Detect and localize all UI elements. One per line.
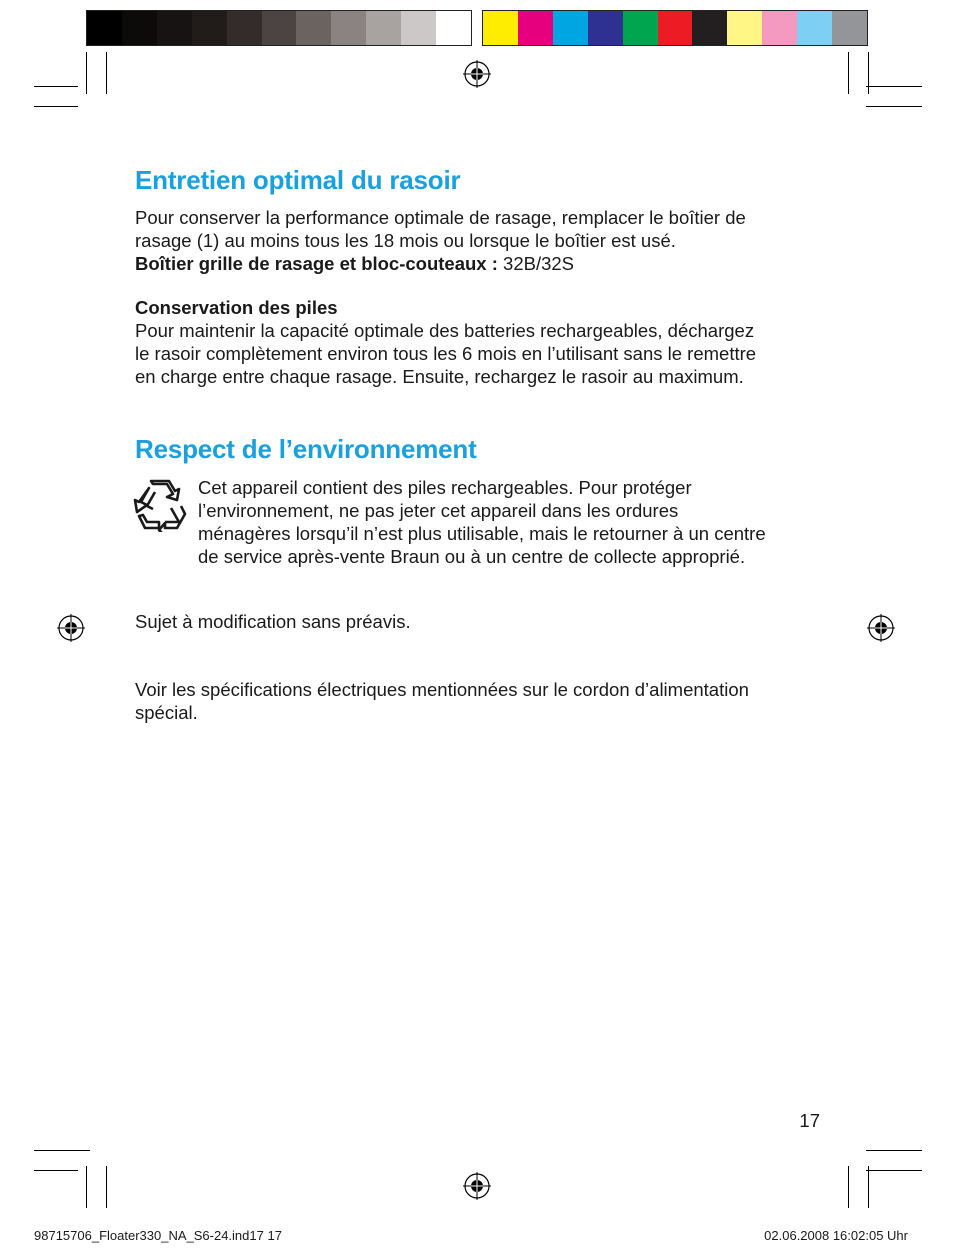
color-swatch [553, 11, 588, 45]
footer-timestamp: 02.06.2008 16:02:05 Uhr [764, 1228, 908, 1243]
section-title-razor-care: Entretien optimal du rasoir [135, 165, 461, 195]
color-swatch [192, 11, 227, 45]
text-line: spécial. [135, 702, 198, 723]
section-title-environment: Respect de l’environnement [135, 434, 477, 464]
color-swatch [436, 11, 471, 45]
electrical-specs-paragraph [135, 678, 825, 724]
text-line: en charge entre chaque rasage. Ensuite, rechargez le rasoir au maximum. [135, 366, 744, 387]
registration-mark-icon [463, 1172, 491, 1200]
process-color-bar [482, 10, 868, 46]
color-swatch [797, 11, 832, 45]
registration-mark-icon [57, 614, 85, 642]
text-line: de service après-vente Braun ou à un centre de collecte approprié. [198, 546, 746, 567]
text-line: le rasoir complètement environ tous les 6 mois en l’utilisant sans le remettre [135, 343, 757, 364]
color-swatch [366, 11, 401, 45]
color-swatch [658, 11, 693, 45]
change-notice [135, 610, 825, 633]
color-swatch [518, 11, 553, 45]
color-swatch [692, 11, 727, 45]
color-swatch [296, 11, 331, 45]
color-swatch [832, 11, 867, 45]
part-number-line [135, 252, 825, 275]
razor-care-paragraph [135, 206, 825, 275]
text-line: Voir les spécifications électriques mentionnées sur le cordon d’alimentation [135, 679, 749, 700]
color-swatch [762, 11, 797, 45]
color-swatch [227, 11, 262, 45]
color-swatch [262, 11, 297, 45]
battery-care-paragraph [135, 296, 825, 388]
battery-subheading: Conservation des piles [135, 297, 338, 318]
color-swatch [122, 11, 157, 45]
text-line: rasage (1) au moins tous les 18 mois ou lorsque le boîtier est usé. [135, 230, 676, 251]
color-swatch [623, 11, 658, 45]
part-value: 32B/32S [497, 253, 575, 274]
registration-mark-icon [867, 614, 895, 642]
color-swatch [727, 11, 762, 45]
text-line: l’environnement, ne pas jeter cet appareil dans les ordures [198, 500, 679, 521]
color-swatch [483, 11, 518, 45]
registration-mark-icon [463, 60, 491, 88]
color-swatch [157, 11, 192, 45]
color-swatch [401, 11, 436, 45]
text-line: Pour maintenir la capacité optimale des batteries rechargeables, déchargez [135, 320, 755, 341]
text-line: Cet appareil contient des piles rechargeables. Pour protéger [198, 477, 692, 498]
color-swatch [87, 11, 122, 45]
text-line: ménagères lorsqu’il n’est plus utilisable, mais le retourner à un centre [198, 523, 766, 544]
color-swatch [588, 11, 623, 45]
text-line: Pour conserver la performance optimale de rasage, remplacer le boîtier de [135, 207, 746, 228]
color-swatch [331, 11, 366, 45]
recycling-icon [133, 478, 187, 532]
grayscale-color-bar [86, 10, 472, 46]
part-label: Boîtier grille de rasage et bloc-couteaux : [135, 253, 498, 274]
environment-paragraph [198, 476, 828, 568]
footer-file-name: 98715706_Floater330_NA_S6-24.ind17 17 [34, 1228, 282, 1243]
page-number: 17 [799, 1110, 820, 1131]
text-line: Sujet à modification sans préavis. [135, 611, 411, 632]
